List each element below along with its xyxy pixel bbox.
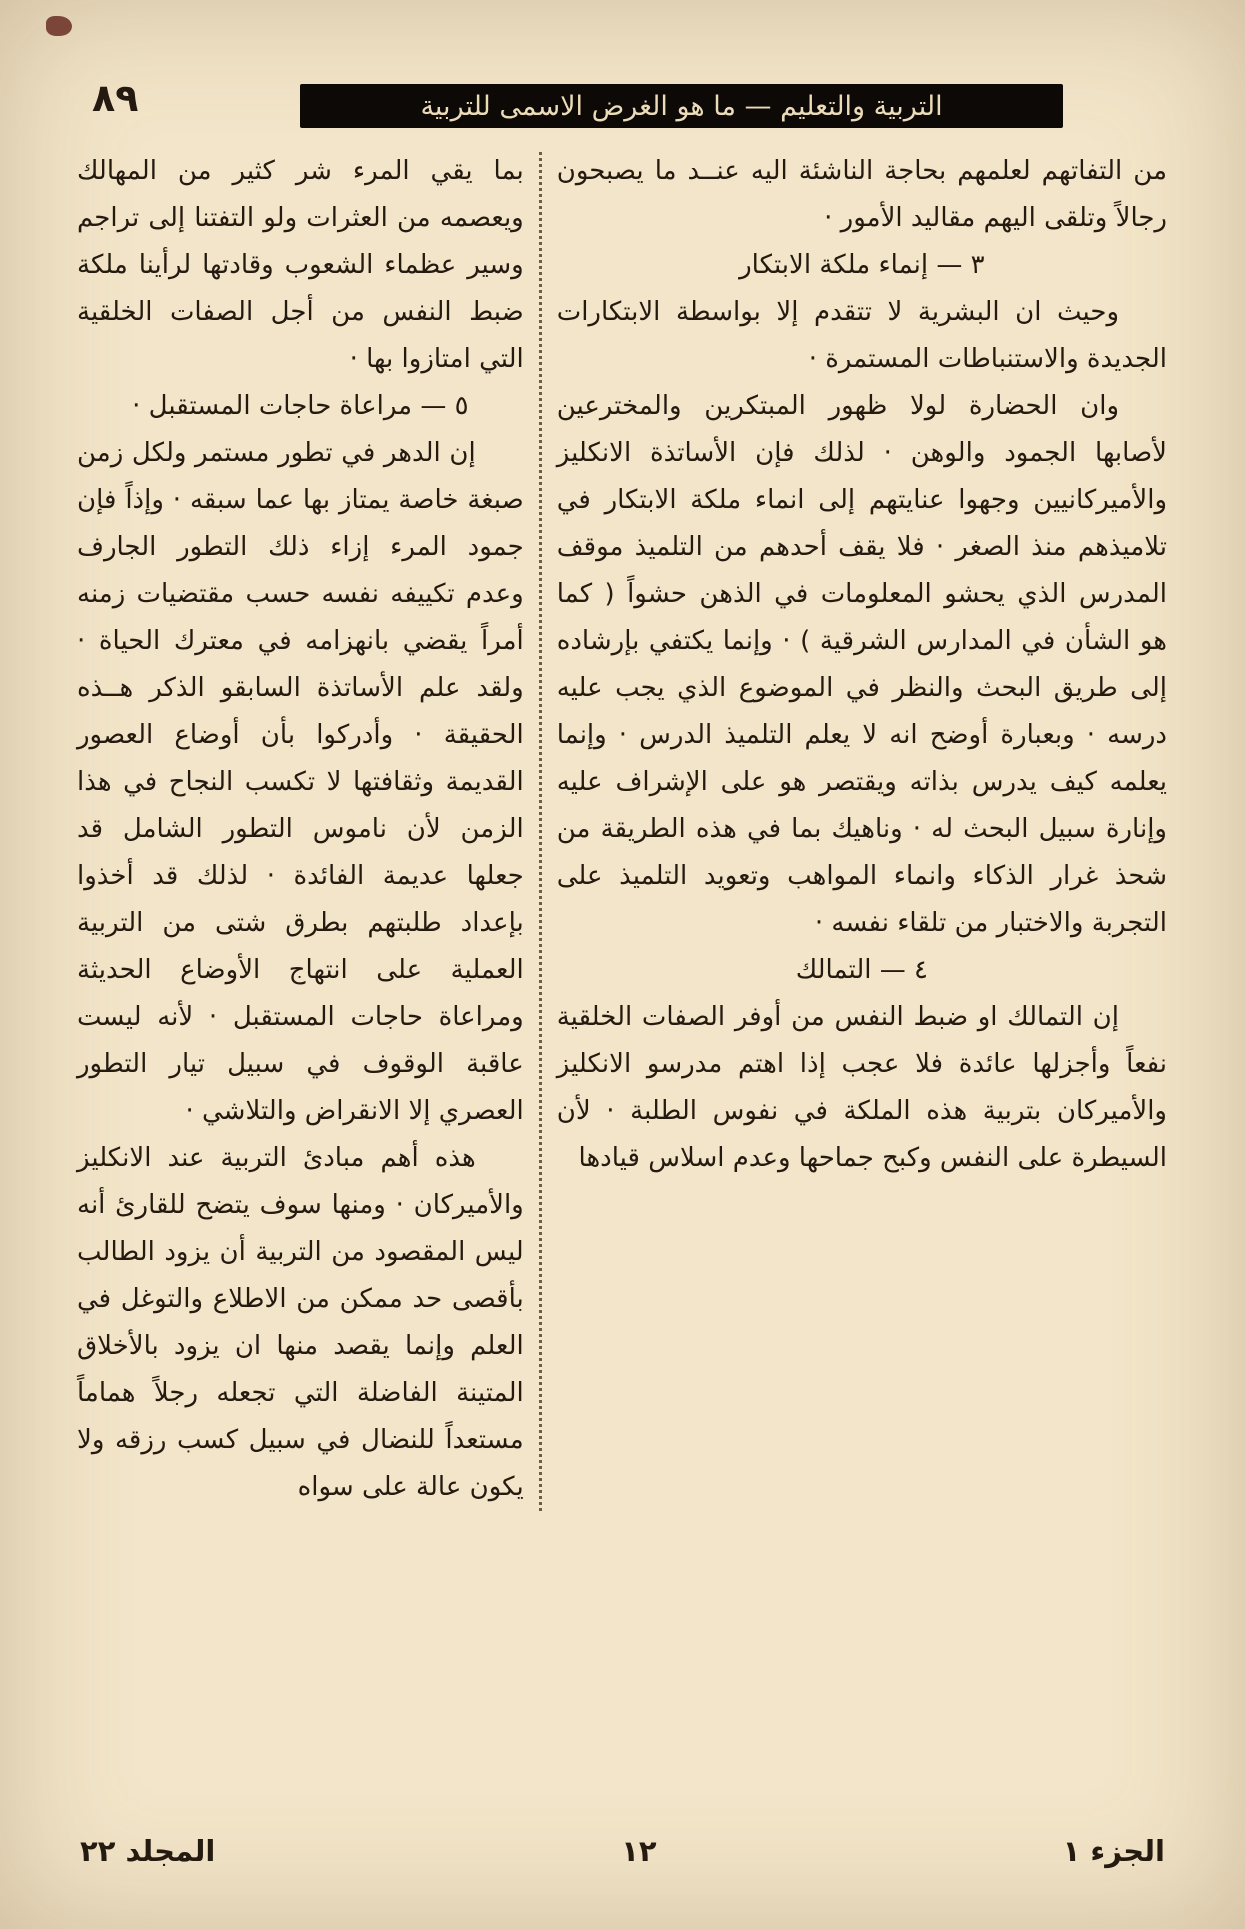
paragraph: وان الحضارة لولا ظهور المبتكرين والمخترعين لأصابها الجمود والوهن · لذلك فإن الأساتذة الانكليز والأميركانيين وجهوا عنايتهم إلى انماء ملكة الابتكار في تلاميذهم منذ الصغر · فلا يقف أحدهم من التلميذ موقف المدرس الذي يحشو المعلومات في الذهن حشواً ( كما هو الشأن في المدارس الشرقية ) · وإنما يكتفي بإرشاده إلى طريق البحث والنظر في الموضوع الذي يجب عليه درسه · وبعبارة أوضح انه لا يعلم التلميذ الدرس · وإنما يعلمه كيف يدرس بذاته ويقتصر هو على الإشراف عليه وإنارة سبيل البحث له · وناهيك بما في هذه الطريقة من شحذ غرار الذكاء وانماء المواهب وتعويد التلميذ على التجربة والاختبار من تلقاء نفسه · (556, 391, 1167, 938)
footer-volume-label: المجلد ٢٢ (80, 1834, 216, 1868)
ink-smudge (46, 16, 72, 36)
paragraph: إن التمالك او ضبط النفس من أوفر الصفات الخلقية نفعاً وأجزلها عائدة فلا عجب إذا اهتم مدرسو الانكليز والأميركان بتربية هذه الملكة في نفوس الطلبة · لأن السيطرة على النفس وكبح جماحها وعدم اسلاس قيادها (556, 1002, 1167, 1173)
paragraph: هذه أهم مبادئ التربية عند الانكليز والأميركان · ومنها سوف يتضح للقارئ أنه ليس المقصود من التربية أن يزود الطالب بأقصى حد ممكن من الاطلاع والتوغل في العلم وإنما يقصد منها ان يزود بالأخلاق المتينة الفاضلة التي تجعله رجلاً هماماً مستعداً للنضال في سبيل كسب رزقه ولا يكون عالة على سواه (77, 1143, 524, 1502)
paragraph: وحيث ان البشرية لا تتقدم إلا بواسطة الابتكارات الجديدة والاستنباطات المستمرة · (556, 297, 1167, 374)
paragraph: من التفاتهم لعلمهم بحاجة الناشئة اليه عنــد ما يصبحون رجالاً وتلقى اليهم مقاليد الأمور · (556, 156, 1167, 233)
page-number: ٨٩ (92, 76, 139, 120)
paragraph: إن الدهر في تطور مستمر ولكل زمن صبغة خاصة يمتاز بها عما سبقه · وإذاً فإن جمود المرء إزاء ذلك التطور الجارف وعدم تكييفه نفسه حسب مقتضيات زمنه أمراً يقضي بانهزامه في معترك الحياة · ولقد علم الأساتذة السابقو الذكر هــذه الحقيقة · وأدركوا بأن أوضاع العصور القديمة وثقافتها لا تكسب النجاح في هذا الزمن لأن ناموس التطور الشامل قد جعلها عديمة الفائدة · لذلك قد أخذوا بإعداد طلبتهم بطرق شتى من التربية العملية على انتهاج الأوضاع الحديثة ومراعاة حاجات المستقبل · لأنه ليست عاقبة الوقوف في سبيل تيار التطور العصري إلا الانقراض والتلاشي · (77, 438, 524, 1126)
paragraph: بما يقي المرء شر كثير من المهالك ويعصمه من العثرات ولو التفتنا إلى تراجم وسير عظماء الشعوب وقادتها لرأينا ملكة ضبط النفس من أجل الصفات الخلقية التي امتازوا بها · (77, 156, 524, 374)
section-heading: ٤ — التمالك (795, 955, 928, 985)
footer-page-label: ١٢ (621, 1834, 657, 1868)
column-right (551, 148, 1167, 1511)
section-heading: ٥ — مراعاة حاجات المستقبل · (132, 391, 469, 421)
column-left (77, 148, 530, 1511)
page-body (77, 148, 1167, 1511)
header-title: التربية والتعليم — ما هو الغرض الاسمى للتربية (420, 90, 943, 122)
section-heading: ٣ — إنماء ملكة الابتكار (739, 250, 985, 280)
page-footer (80, 1834, 1165, 1868)
header-title-band (300, 84, 1063, 128)
column-divider (539, 152, 542, 1511)
footer-part-label: الجزء ١ (1062, 1834, 1165, 1868)
